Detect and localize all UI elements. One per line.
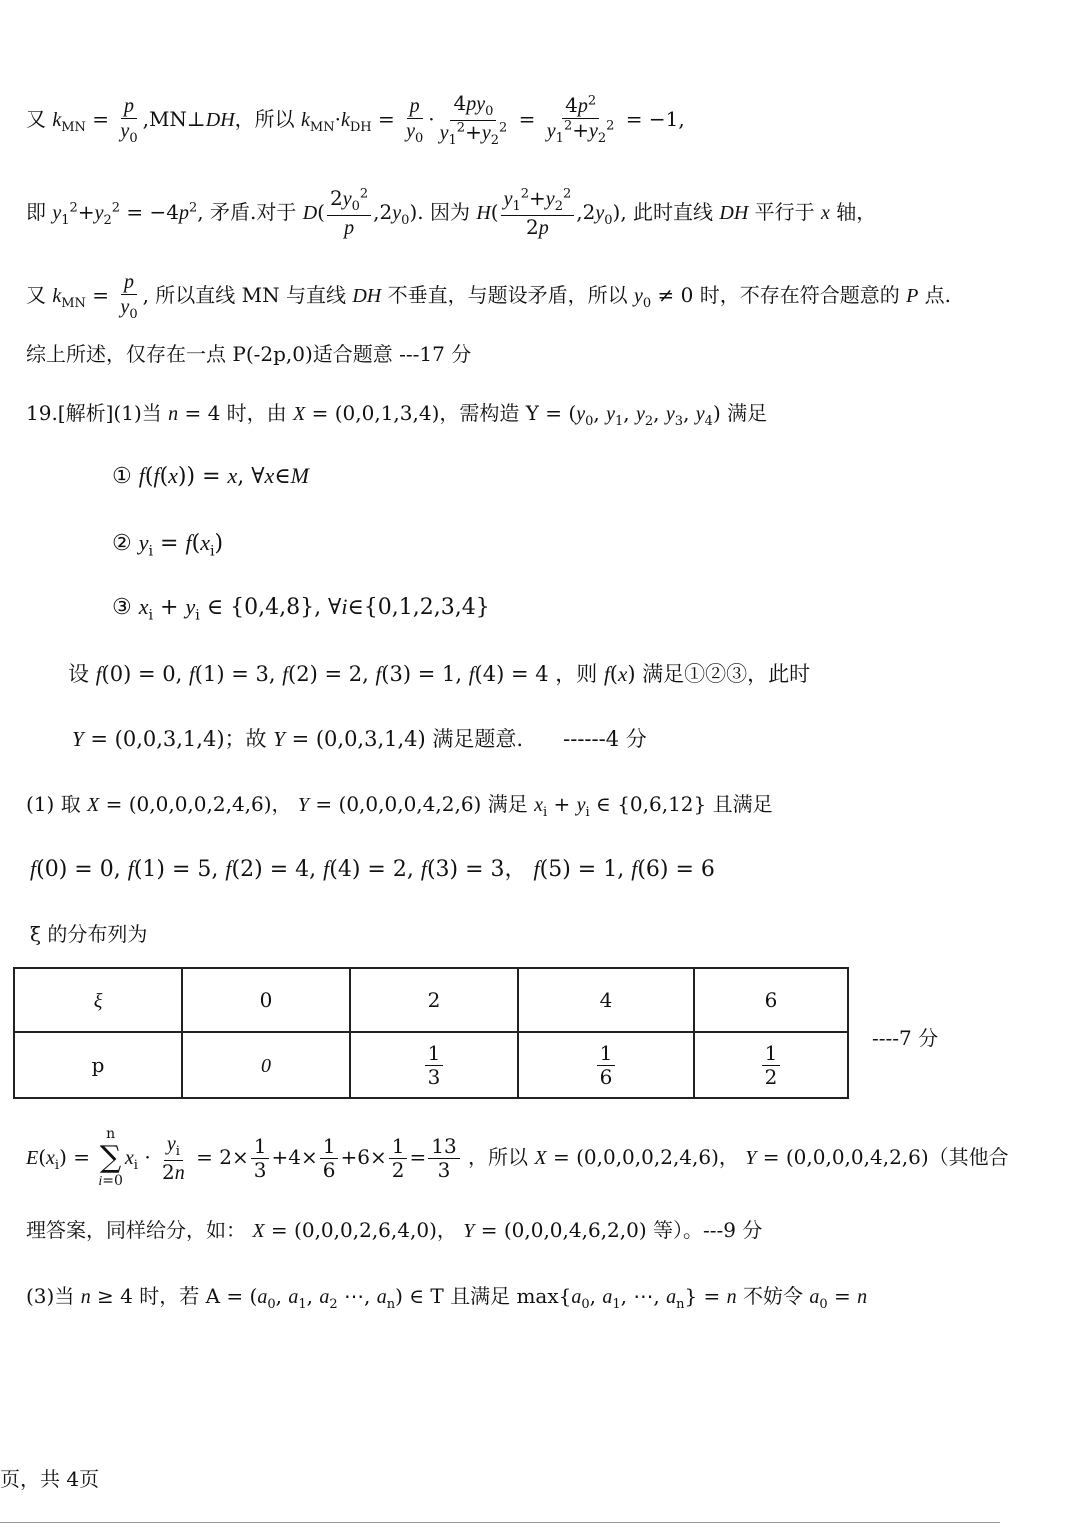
line-y-result: Y = (0,0,3,1,4)；故 Y = (0,0,3,1,4) 满足题意. ------4 分 (72, 727, 647, 751)
table-cell: $\frac{1}{6}$ (518, 1032, 694, 1098)
line-distribution-title: ξ 的分布列为 (30, 922, 148, 946)
line-expectation: $E(x_i)$ = n ∑ i=0 $x_i$ · $\frac{y_i}{2n}$ = 2× $\frac{1}{3}$ +4× $\frac{1}{6}$ +6× $\frac{1}{2}$ = $\frac{13}{3}$ ，所以 X = (0,0,0,0,2,4,6)， Y = (0,0,0,0,4,2,6)（其他合 (26, 1126, 1009, 1189)
line-kmn-kdh: 又 $k_{MN}$ = $\frac{p}{y_0}$ ,MN⊥DH，所以 $k_{MN}\cdot k_{DH}$ = $\frac{p}{y_0}$ · $\frac{4py_0}{y_1^2+y_2^2}$ = $\frac{4p^2}{y_1^2+y_2^2}$ = −1, (26, 91, 685, 148)
score-note: ----7 分 (872, 1026, 939, 1050)
table-cell: ξ (14, 968, 182, 1032)
line-summary: 综上所述，仅存在一点 P(-2p,0)适合题意 ---17 分 (26, 342, 472, 366)
line-set-f: 设 f(0) = 0, f(1) = 3, f(2) = 2, f(3) = 1, f(4) = 4 ，则 f(x) 满足①②③，此时 (68, 662, 811, 686)
table-cell: 0 (182, 1032, 350, 1098)
bottom-rule (0, 1522, 1000, 1523)
line-f-values: f(0) = 0, f(1) = 5, f(2) = 4, f(4) = 2, f(3) = 3， f(5) = 1, f(6) = 6 (30, 856, 715, 882)
condition-1: ① f(f(x)) = x, ∀x∈M (112, 463, 309, 489)
line-other-answers: 理答案，同样给分，如： X = (0,0,0,2,6,4,0)， Y = (0,0,0,4,6,2,0) 等）。---9 分 (26, 1218, 763, 1242)
distribution-table (13, 967, 849, 1099)
line-part2-choose: (1) 取 X = (0,0,0,0,2,4,6)， Y = (0,0,0,0,4,2,6) 满足 $x_i + y_i$ ∈ {0,6,12} 且满足 (26, 792, 773, 820)
table-cell: 2 (350, 968, 518, 1032)
table-row (14, 968, 848, 1032)
table-cell: 4 (518, 968, 694, 1032)
table-cell: $\frac{1}{3}$ (350, 1032, 518, 1098)
page-footer: 页，共 4页 (0, 1467, 100, 1491)
table-cell: 6 (694, 968, 848, 1032)
condition-2: ② $y_i = f(x_i)$ (112, 530, 224, 560)
line-q19-intro: 19.[解析](1)当 n = 4 时，由 X = (0,0,1,3,4)，需构造 $Y = (y_0$, $y_1$, $y_2$, $y_3$, $y_4$) 满足 (26, 401, 768, 429)
line-not-perpendicular: 又 $k_{MN}$ = $\frac{p}{y_0}$ , 所以直线 MN 与直线 DH 不垂直，与题设矛盾，所以 $y_0 \ne 0$ 时，不存在符合题意的 P 点. (26, 271, 951, 322)
table-cell: 0 (182, 968, 350, 1032)
table-cell: p (14, 1032, 182, 1098)
table-row (14, 1032, 848, 1098)
line-part3: (3)当 n ≥ 4 时，若 $A = (a_0$, $a_1$, $a_2$ ⋯, $a_n$) ∈ T 且满足 $\max\{a_0$, $a_1$, ⋯, $a_n\} = n$ 不妨令 $a_0 = n$ (26, 1284, 868, 1312)
condition-3: ③ $x_i + y_i$ ∈ {0,4,8}, ∀i∈{0,1,2,3,4} (112, 594, 490, 624)
table-cell: $\frac{1}{2}$ (694, 1032, 848, 1098)
line-contradiction: 即 $y_1^2+y_2^2 = -4p^2$, 矛盾.对于 D( $\frac{2y_0^2}{p}$ $,2y_0$). 因为 H( $\frac{y_1^2+y_2^2}{2p}$ $,2y_0$), 此时直线 DH 平行于 x 轴， (26, 186, 877, 239)
